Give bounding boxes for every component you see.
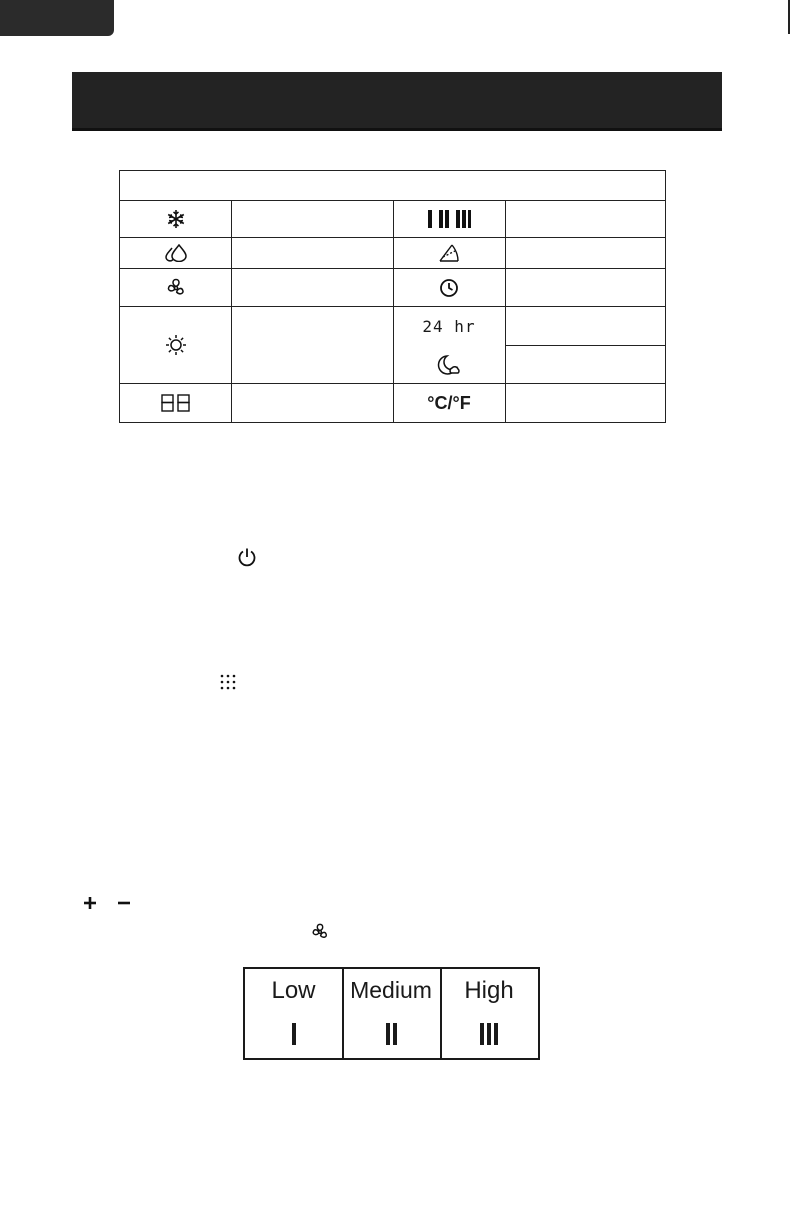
table-row-divider [505, 345, 665, 346]
fan-speed-bars-icon [393, 201, 505, 237]
fan-icon [310, 922, 330, 942]
dots-grid-icon [219, 673, 237, 691]
fan-speed-low [245, 969, 342, 1058]
clock-icon [393, 269, 505, 306]
24hr-icon [393, 307, 505, 345]
fan-speed-high [440, 969, 538, 1058]
celsius-fahrenheit-label: °C/°F [427, 392, 471, 413]
seven-segment-88-icon [120, 384, 231, 422]
fan-speed-label: Low [271, 977, 316, 1004]
minus-icon [116, 895, 132, 911]
droplets-icon [120, 238, 231, 268]
swing-icon [393, 238, 505, 268]
table-col-divider [231, 201, 232, 422]
fan-icon [120, 269, 231, 306]
fan-speed-bars [342, 1023, 440, 1045]
fan-speed-medium [342, 969, 440, 1058]
plus-icon [82, 895, 98, 911]
snowflake-icon [120, 201, 231, 237]
crop-mark [788, 0, 790, 34]
sun-icon [120, 307, 231, 383]
display-legend-table [119, 170, 666, 423]
fan-speed-bars [440, 1023, 538, 1045]
page-corner-tab [0, 0, 114, 36]
fan-speed-bars [245, 1023, 342, 1045]
celsius-fahrenheit-icon [393, 384, 505, 422]
fan-speed-label: Medium [350, 977, 432, 1003]
section-header-bar [72, 72, 722, 131]
fan-speed-diagram [243, 967, 540, 1060]
power-icon [236, 546, 258, 568]
moon-sleep-icon [393, 346, 505, 383]
table-col-divider [505, 201, 506, 422]
24hr-label: 24 hr [422, 316, 476, 336]
fan-speed-label: High [464, 977, 514, 1004]
